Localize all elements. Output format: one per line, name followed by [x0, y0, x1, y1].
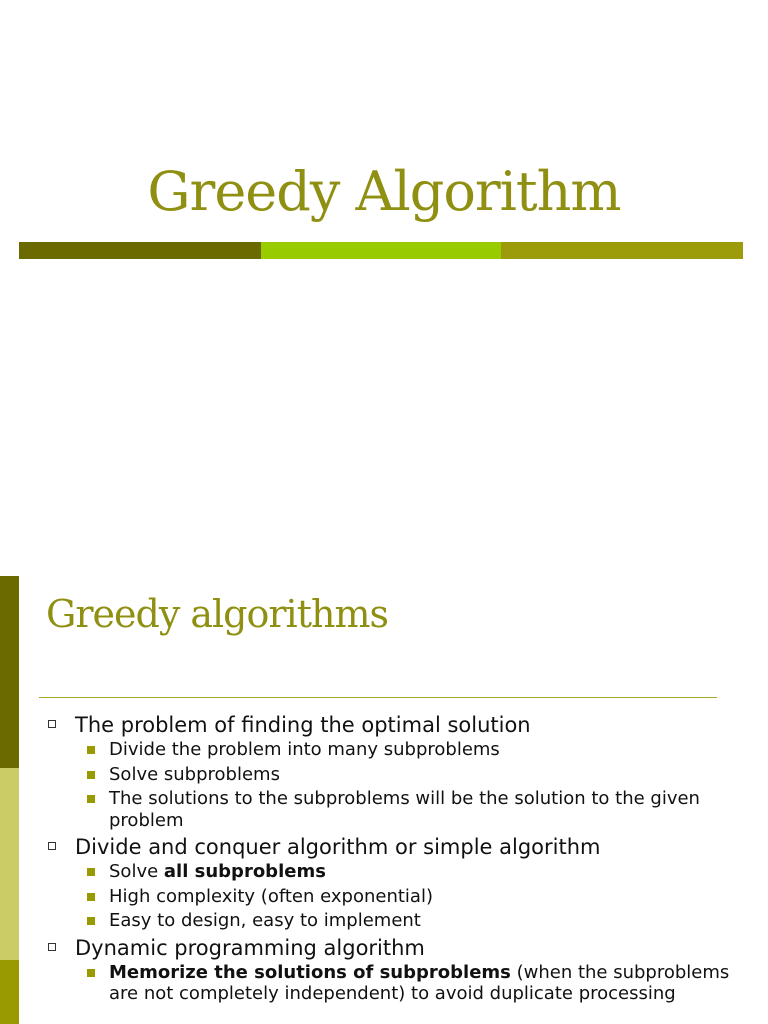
hollow-square-bullet-icon [48, 842, 56, 850]
list-item-text: Dynamic programming algorithm [75, 935, 425, 960]
list-item [46, 712, 736, 738]
side-bar-olive [0, 960, 19, 1024]
sub-list-item-emphasis: Memorize the solutions of subproblems [109, 961, 511, 983]
content-slide [0, 576, 768, 1024]
list-item-text: Divide and conquer algorithm or simple algorithm [75, 835, 601, 859]
square-bullet-icon [87, 868, 95, 876]
sub-list-item-text: Divide the problem into many subproblems [109, 739, 500, 760]
square-bullet-icon [87, 917, 95, 925]
accent-bar-lime [261, 242, 501, 259]
sub-list-item [46, 962, 736, 1005]
slide-title: Greedy Algorithm [147, 160, 621, 223]
sub-list-item [46, 910, 736, 932]
accent-bar-olive [501, 242, 743, 259]
side-bar-light [0, 768, 19, 960]
sub-list-item [46, 886, 736, 908]
title-divider [39, 697, 717, 698]
list-item-text: The problem of finding the optimal solution [75, 713, 531, 737]
sub-list-item [46, 788, 736, 831]
square-bullet-icon [87, 795, 95, 803]
sub-list-item [46, 861, 736, 883]
slide-title: Greedy algorithms [46, 592, 388, 636]
accent-bar-dark [19, 242, 261, 259]
sub-list-item-emphasis: all subproblems [163, 861, 326, 882]
sub-list-item-text: High complexity (often exponential) [109, 885, 433, 907]
sub-list-item-text: The solutions to the subproblems will be the solution to the given problem [109, 788, 700, 831]
sub-list-item [46, 764, 736, 786]
square-bullet-icon [87, 893, 95, 901]
sub-list-item-text-suffix: (when the subproblems are not completely independent) to avoid duplicate processing [109, 961, 730, 1004]
sub-list-item [46, 739, 736, 761]
hollow-square-bullet-icon [48, 720, 56, 728]
sub-list-item-text-prefix: Solve [109, 861, 164, 882]
side-bar-dark [0, 576, 19, 768]
square-bullet-icon [87, 969, 95, 977]
square-bullet-icon [87, 771, 95, 779]
hollow-square-bullet-icon [48, 943, 56, 951]
list-item [46, 935, 736, 961]
square-bullet-icon [87, 746, 95, 754]
list-item [46, 834, 736, 860]
bullet-list [46, 712, 736, 1005]
sub-list-item-text: Easy to design, easy to implement [109, 910, 421, 931]
sub-list-item-text: Solve subproblems [109, 763, 280, 785]
